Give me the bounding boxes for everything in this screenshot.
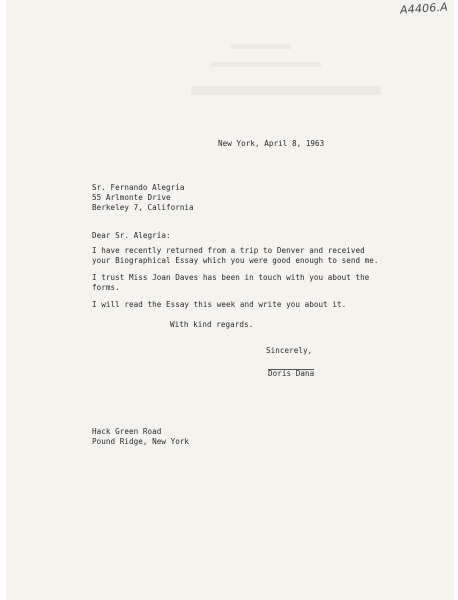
recipient-street: 55 Arlmonte Drive — [92, 193, 171, 202]
sender-city: Pound Ridge, New York — [92, 437, 190, 446]
paragraph-1-line-1: I have recently returned from a trip to Denver and received — [92, 246, 365, 255]
paragraph-3-line-1: I will read the Essay this week and write you about it. — [92, 300, 347, 309]
salutation: Dear Sr. Alegría: — [92, 231, 171, 240]
regards: With kind regards. — [170, 320, 254, 329]
paragraph-2-line-1: I trust Miss Joan Daves has been in touch with you about the — [92, 273, 370, 282]
letterhead-bleed-through — [191, 40, 391, 120]
archive-id-annotation: A4406.A — [399, 0, 449, 17]
closing: Sincerely, — [266, 346, 313, 355]
paragraph-1-line-2: your Biographical Essay which you were good enough to send me. — [92, 256, 379, 265]
letter-date: New York, April 8, 1963 — [218, 139, 325, 148]
paragraph-2-line-2: forms. — [92, 283, 120, 292]
recipient-city: Berkeley 7, California — [92, 203, 194, 212]
recipient-name: Sr. Fernando Alegría — [92, 183, 185, 192]
sender-street: Hack Green Road — [92, 427, 162, 436]
signature: Doris Dana — [268, 369, 315, 378]
